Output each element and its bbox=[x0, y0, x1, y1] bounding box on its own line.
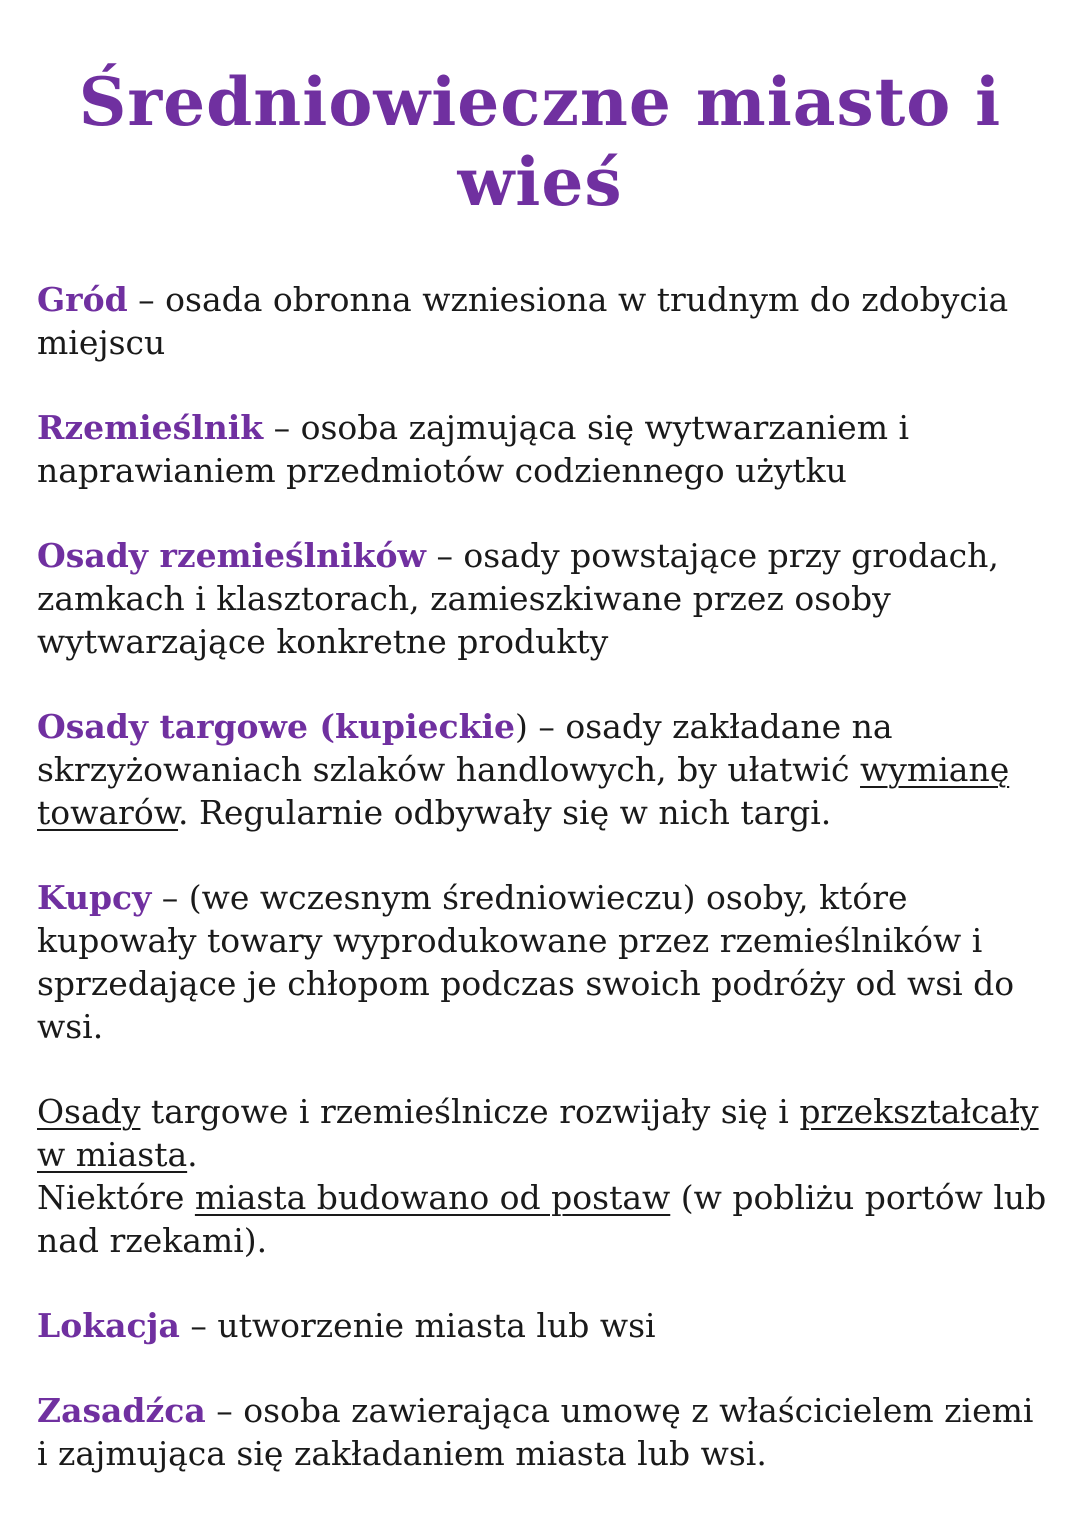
term-paren-close: ) bbox=[515, 707, 528, 746]
definition-kupcy bbox=[37, 876, 1047, 1048]
underlined-miasta-budowano: miasta budowano od postaw bbox=[194, 1178, 671, 1217]
definition-lokacja bbox=[37, 1304, 1047, 1347]
page-title bbox=[0, 62, 1080, 222]
definition-text-osady-rzemieslnikow: – osady powstające przy grodach, zamkach i klasztorach, zamieszkiwane przez osoby wytwarzające konkretne produkty bbox=[37, 536, 999, 661]
definition-text-osady-targowe-a: – osady zakładane na skrzyżowaniach szlaków handlowych, by ułatwić bbox=[37, 707, 893, 789]
page-title-line-1: Średniowieczne miasto i bbox=[78, 63, 1002, 141]
term-osady-targowe: Osady targowe (kupieckie bbox=[37, 707, 516, 746]
definition-zasadzca bbox=[37, 1389, 1047, 1475]
definition-grod bbox=[37, 278, 1047, 364]
definitions-list bbox=[37, 278, 1047, 1517]
definition-osady-rzemieslnikow bbox=[37, 534, 1047, 663]
definition-osady-targowe bbox=[37, 705, 1047, 834]
underlined-osady: Osady bbox=[37, 1092, 141, 1131]
note-paragraph bbox=[37, 1090, 1047, 1262]
term-kupcy: Kupcy bbox=[37, 878, 152, 917]
term-grod: Gród bbox=[37, 280, 128, 319]
note-text-1: targowe i rzemieślnicze rozwijały się i bbox=[140, 1092, 800, 1131]
definition-rzemieslnik bbox=[37, 406, 1047, 492]
note-text-3: Niektóre bbox=[37, 1178, 195, 1217]
definition-text-zasadzca: – osoba zawierająca umowę z właścicielem ziemi i zajmująca się zakładaniem miasta lub wsi. bbox=[37, 1391, 1034, 1473]
definition-text-osady-targowe-b: . Regularnie odbywały się w nich targi. bbox=[178, 793, 832, 832]
definition-text-kupcy: – (we wczesnym średniowieczu) osoby, które kupowały towary wyprodukowane przez rzemieślników i sprzedające je chłopom podczas swoich podróży od wsi do wsi. bbox=[37, 878, 1015, 1046]
definition-text-grod: – osada obronna wzniesiona w trudnym do zdobycia miejscu bbox=[37, 280, 1009, 362]
note-text-2: . bbox=[187, 1135, 198, 1174]
term-rzemieslnik: Rzemieślnik bbox=[37, 408, 264, 447]
note-text-4: (w pobliżu portów lub nad rzekami). bbox=[37, 1178, 1047, 1260]
definition-text-rzemieslnik: – osoba zajmująca się wytwarzaniem i naprawianiem przedmiotów codziennego użytku bbox=[37, 408, 910, 490]
underlined-wymiana-towarow: wymianę towarów bbox=[37, 750, 1010, 832]
term-osady-rzemieslnikow: Osady rzemieślników bbox=[37, 536, 426, 575]
page-title-line-2: wieś bbox=[457, 143, 623, 221]
definition-text-lokacja: – utworzenie miasta lub wsi bbox=[179, 1306, 656, 1345]
term-lokacja: Lokacja bbox=[37, 1306, 180, 1345]
term-zasadzca: Zasadźca bbox=[37, 1391, 206, 1430]
underlined-przeksztalcaly: przekształcały w miasta bbox=[37, 1092, 1039, 1174]
